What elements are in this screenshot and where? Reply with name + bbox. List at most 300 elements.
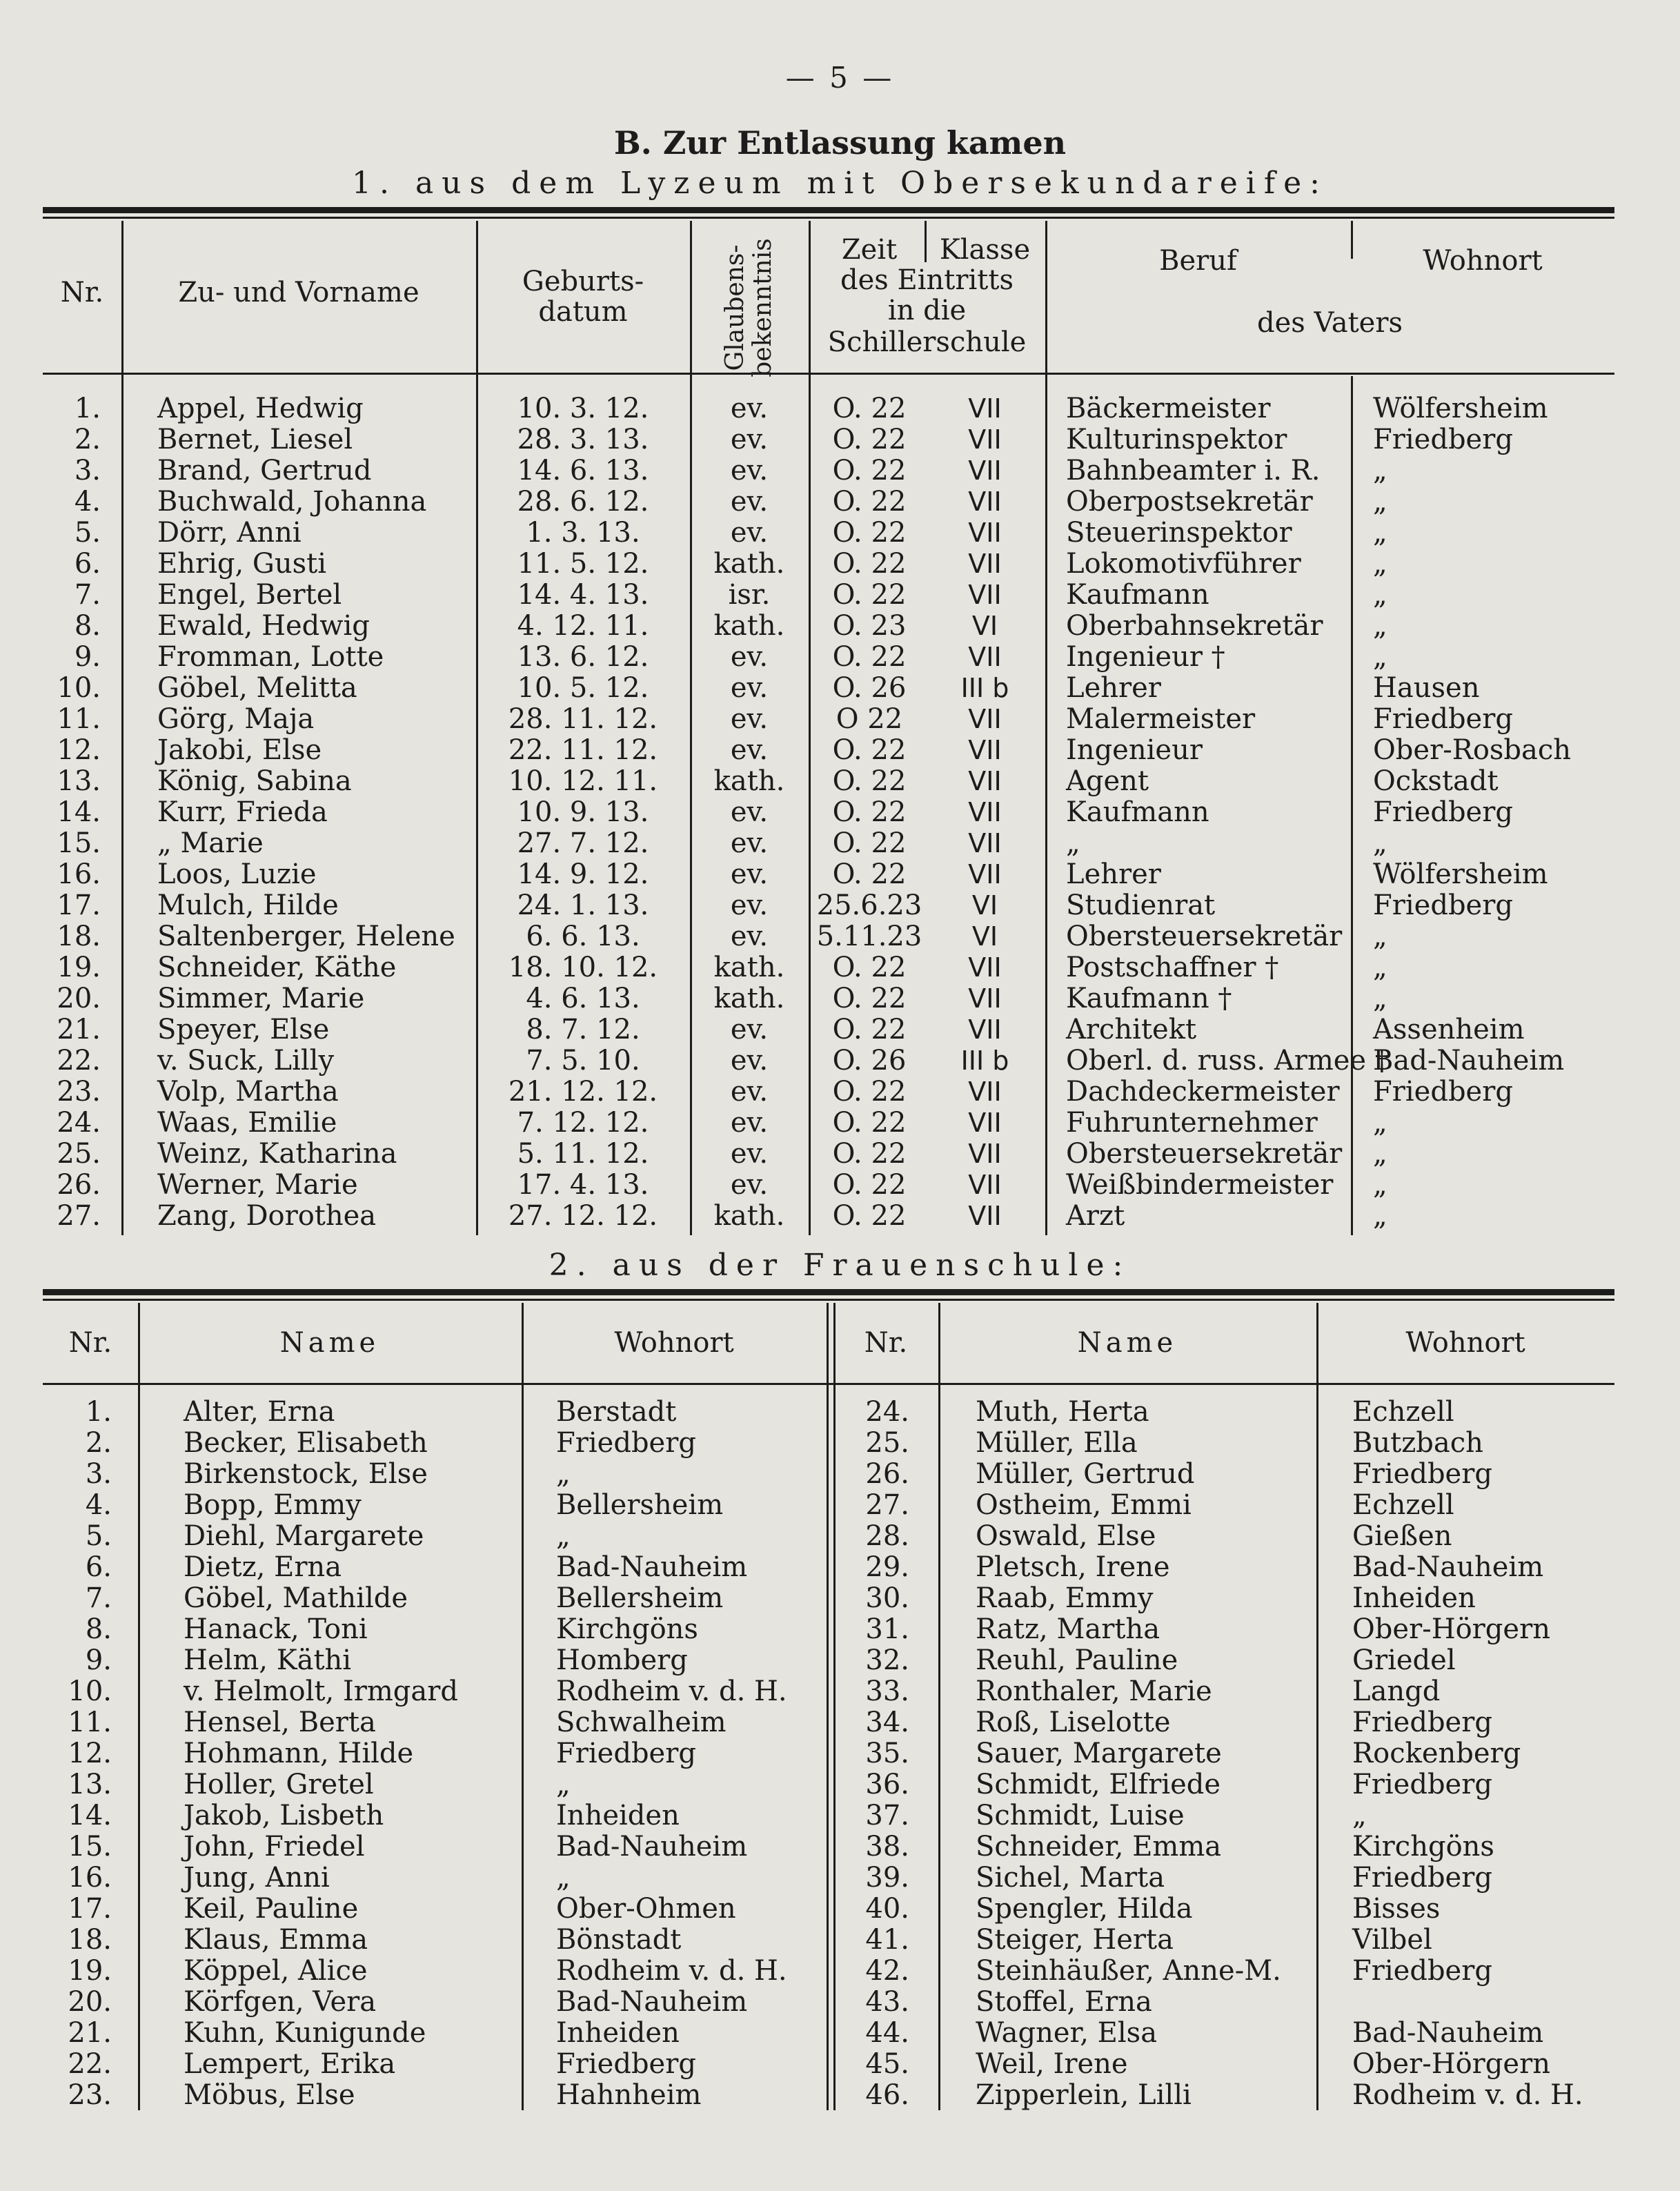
cell-name: Stoffel, Erna <box>976 1986 1152 2018</box>
cell-nr: 13. <box>68 1769 112 1800</box>
cell-wohnort: „ <box>1373 517 1387 549</box>
t2-header-nr-right: Nr. <box>864 1327 908 1359</box>
cell-nr: 4. <box>74 486 101 518</box>
table2-row <box>0 1863 1680 1894</box>
cell-nr: 27. <box>57 1200 101 1232</box>
cell-birth: 14. 6. 13. <box>517 455 649 487</box>
cell-entry-klasse: VII <box>968 859 1002 890</box>
cell-name: Werner, Marie <box>157 1169 358 1201</box>
cell-beruf: Arzt <box>1066 1200 1125 1232</box>
cell-entry-zeit: O. 22 <box>832 765 907 797</box>
table1-row <box>0 487 1680 518</box>
cell-wohnort: Rockenberg <box>1352 1738 1521 1769</box>
cell-wohnort: Inheiden <box>556 2017 680 2049</box>
cell-wohnort: Kirchgöns <box>1352 1831 1494 1863</box>
cell-confession: ev. <box>730 424 769 455</box>
cell-wohnort: „ <box>1373 641 1387 673</box>
cell-nr: 7. <box>74 579 101 611</box>
cell-wohnort: Wölfersheim <box>1373 858 1548 890</box>
cell-nr: 21. <box>68 2017 112 2049</box>
cell-name: Jakobi, Else <box>157 734 322 766</box>
cell-entry-zeit: O. 23 <box>832 610 907 642</box>
cell-confession: isr. <box>728 579 771 611</box>
cell-nr: 31. <box>865 1613 909 1645</box>
cell-nr: 38. <box>865 1831 909 1863</box>
cell-entry-klasse: VII <box>968 642 1002 672</box>
cell-wohnort: Bad-Nauheim <box>556 1831 748 1863</box>
cell-name: Helm, Käthi <box>184 1644 352 1676</box>
cell-nr: 14. <box>57 796 101 828</box>
cell-wohnort: Friedberg <box>1373 703 1513 735</box>
cell-wohnort: Friedberg <box>1373 424 1513 455</box>
cell-wohnort: „ <box>1373 983 1387 1014</box>
cell-nr: 14. <box>68 1800 112 1831</box>
section-title: B. Zur Entlassung kamen <box>613 124 1067 161</box>
cell-confession: ev. <box>730 827 769 859</box>
cell-confession: ev. <box>730 796 769 828</box>
cell-name: Fromman, Lotte <box>157 641 384 673</box>
table2-row <box>0 1614 1680 1645</box>
cell-confession: ev. <box>730 517 769 549</box>
cell-beruf: Bäckermeister <box>1066 393 1271 424</box>
cell-name: Möbus, Else <box>184 2079 355 2111</box>
cell-entry-klasse: VII <box>968 704 1002 734</box>
table1-row <box>0 1201 1680 1232</box>
cell-wohnort: „ <box>1373 455 1387 487</box>
cell-entry-klasse: VII <box>968 1170 1002 1200</box>
cell-wohnort: Langd <box>1352 1676 1441 1707</box>
cell-wohnort: Bad-Nauheim <box>556 1986 748 2018</box>
cell-nr: 12. <box>57 734 101 766</box>
table1-row <box>0 1014 1680 1045</box>
cell-entry-zeit: O. 22 <box>832 1014 907 1045</box>
cell-entry-klasse: VI <box>971 921 998 952</box>
cell-wohnort: Kirchgöns <box>556 1613 698 1645</box>
cell-confession: ev. <box>730 703 769 735</box>
cell-nr: 19. <box>57 952 101 983</box>
cell-wohnort: Bellersheim <box>556 1489 724 1521</box>
cell-wohnort: Homberg <box>556 1644 688 1676</box>
t2-header-wohnort-right: Wohnort <box>1405 1327 1525 1359</box>
cell-entry-zeit: O. 22 <box>832 548 907 580</box>
cell-wohnort: Echzell <box>1352 1489 1454 1521</box>
cell-name: Muth, Herta <box>976 1396 1149 1428</box>
cell-beruf: Oberbahnsekretär <box>1066 610 1323 642</box>
cell-nr: 17. <box>68 1893 112 1925</box>
cell-name: Hensel, Berta <box>184 1707 376 1738</box>
cell-wohnort: „ <box>1373 579 1387 611</box>
cell-wohnort: Rodheim v. d. H. <box>556 1676 787 1707</box>
cell-confession: kath. <box>713 1200 785 1232</box>
table2-row <box>0 2080 1680 2111</box>
cell-wohnort: „ <box>1373 1138 1387 1170</box>
cell-confession: kath. <box>713 548 785 580</box>
table1-row <box>0 735 1680 766</box>
cell-name: Kuhn, Kunigunde <box>184 2017 426 2049</box>
table1-divider <box>925 221 927 262</box>
cell-confession: ev. <box>730 1138 769 1170</box>
cell-wohnort: Friedberg <box>1373 890 1513 921</box>
cell-wohnort: „ <box>1352 1800 1367 1831</box>
cell-nr: 1. <box>85 1396 112 1428</box>
cell-entry-zeit: O. 22 <box>832 827 907 859</box>
cell-confession: ev. <box>730 858 769 890</box>
cell-confession: ev. <box>730 1014 769 1045</box>
cell-name: „ Marie <box>157 827 264 859</box>
cell-name: Reuhl, Pauline <box>976 1644 1178 1676</box>
cell-nr: 42. <box>865 1955 909 1987</box>
cell-entry-zeit: O. 22 <box>832 641 907 673</box>
cell-nr: 10. <box>57 672 101 704</box>
cell-entry-zeit: 5.11.23 <box>816 921 922 952</box>
cell-wohnort: „ <box>1373 1107 1387 1139</box>
table2-row <box>0 1552 1680 1583</box>
cell-beruf: Bahnbeamter i. R. <box>1066 455 1321 487</box>
cell-confession: kath. <box>713 983 785 1014</box>
cell-nr: 34. <box>865 1707 909 1738</box>
cell-beruf: Lehrer <box>1066 858 1161 890</box>
table2-top-rule <box>43 1289 1614 1295</box>
cell-nr: 10. <box>68 1676 112 1707</box>
table2-row <box>0 1738 1680 1769</box>
cell-nr: 25. <box>865 1427 909 1459</box>
cell-name: Schmidt, Elfriede <box>976 1769 1221 1800</box>
cell-birth: 17. 4. 13. <box>517 1169 649 1201</box>
cell-confession: ev. <box>730 1045 769 1077</box>
cell-wohnort: Bad-Nauheim <box>1352 2017 1544 2049</box>
cell-wohnort: Bad-Nauheim <box>1352 1551 1544 1583</box>
table1-row <box>0 1170 1680 1201</box>
table2-row <box>0 1428 1680 1459</box>
cell-beruf: Weißbindermeister <box>1066 1169 1334 1201</box>
table1-row <box>0 424 1680 455</box>
cell-birth: 27. 7. 12. <box>517 827 649 859</box>
cell-nr: 7. <box>85 1582 112 1614</box>
table2-row <box>0 1521 1680 1552</box>
cell-entry-klasse: III b <box>960 673 1009 703</box>
cell-confession: ev. <box>730 672 769 704</box>
cell-birth: 4. 6. 13. <box>526 983 640 1014</box>
cell-wohnort: „ <box>1373 921 1387 952</box>
cell-name: Ostheim, Emmi <box>976 1489 1192 1521</box>
cell-beruf: „ <box>1066 827 1080 859</box>
cell-wohnort: „ <box>1373 1169 1387 1201</box>
header-des-vaters: des Vaters <box>1257 307 1403 339</box>
cell-entry-klasse: VII <box>968 580 1002 610</box>
cell-name: Roß, Liselotte <box>976 1707 1171 1738</box>
cell-nr: 20. <box>68 1986 112 2018</box>
cell-birth: 14. 9. 12. <box>517 858 649 890</box>
cell-nr: 11. <box>57 703 101 735</box>
cell-name: Ratz, Martha <box>976 1613 1160 1645</box>
header-entry-klasse: Klasse <box>939 234 1031 266</box>
cell-nr: 39. <box>865 1862 909 1894</box>
cell-name: Waas, Emilie <box>157 1107 337 1139</box>
cell-beruf: Studienrat <box>1066 890 1216 921</box>
cell-name: Schneider, Käthe <box>157 952 397 983</box>
cell-entry-zeit: O. 22 <box>832 424 907 455</box>
cell-birth: 22. 11. 12. <box>508 734 658 766</box>
cell-entry-klasse: VII <box>968 1077 1002 1107</box>
cell-wohnort: Friedberg <box>1352 1769 1492 1800</box>
cell-name: Oswald, Else <box>976 1520 1156 1552</box>
cell-birth: 1. 3. 13. <box>526 517 640 549</box>
cell-entry-zeit: O 22 <box>836 703 903 735</box>
cell-nr: 33. <box>865 1676 909 1707</box>
cell-nr: 18. <box>68 1924 112 1956</box>
table1-row <box>0 890 1680 921</box>
cell-wohnort: Wölfersheim <box>1373 393 1548 424</box>
cell-name: Keil, Pauline <box>184 1893 359 1925</box>
cell-name: Kurr, Frieda <box>157 796 328 828</box>
cell-name: Lempert, Erika <box>184 2048 396 2080</box>
table2-row <box>0 1397 1680 1428</box>
header-birth-2: datum <box>538 296 628 328</box>
cell-wohnort: Bönstadt <box>556 1924 682 1956</box>
cell-birth: 24. 1. 13. <box>517 890 649 921</box>
cell-entry-zeit: O. 22 <box>832 1138 907 1170</box>
cell-name: Köppel, Alice <box>184 1955 368 1987</box>
cell-beruf: Kaufmann <box>1066 579 1209 611</box>
cell-birth: 28. 3. 13. <box>517 424 649 455</box>
table1-row <box>0 393 1680 424</box>
cell-entry-zeit: O. 22 <box>832 455 907 487</box>
cell-birth: 21. 12. 12. <box>508 1076 658 1108</box>
table2-row <box>0 1800 1680 1831</box>
cell-entry-klasse: VII <box>968 828 1002 858</box>
cell-confession: ev. <box>730 1107 769 1139</box>
cell-name: Birkenstock, Else <box>184 1458 428 1490</box>
cell-nr: 12. <box>68 1738 112 1769</box>
cell-nr: 9. <box>85 1644 112 1676</box>
cell-entry-klasse: VII <box>968 952 1002 983</box>
cell-confession: kath. <box>713 765 785 797</box>
cell-name: Zang, Dorothea <box>157 1200 377 1232</box>
cell-nr: 24. <box>865 1396 909 1428</box>
cell-entry-klasse: VI <box>971 611 998 641</box>
cell-entry-klasse: VII <box>968 766 1002 796</box>
cell-nr: 16. <box>57 858 101 890</box>
cell-wohnort: Bad-Nauheim <box>556 1551 748 1583</box>
cell-name: Volp, Martha <box>157 1076 339 1108</box>
cell-entry-klasse: VII <box>968 1139 1002 1169</box>
cell-beruf: Kaufmann <box>1066 796 1209 828</box>
cell-wohnort: „ <box>556 1862 571 1894</box>
cell-beruf: Obersteuersekretär <box>1066 1138 1343 1170</box>
cell-name: Steiger, Herta <box>976 1924 1174 1956</box>
table2-row <box>0 2049 1680 2080</box>
cell-name: Müller, Gertrud <box>976 1458 1195 1490</box>
cell-name: Buchwald, Johanna <box>157 486 427 518</box>
cell-nr: 37. <box>865 1800 909 1831</box>
cell-wohnort: Ober-Rosbach <box>1373 734 1572 766</box>
cell-birth: 10. 5. 12. <box>517 672 649 704</box>
cell-name: Klaus, Emma <box>184 1924 368 1956</box>
cell-wohnort: Rodheim v. d. H. <box>1352 2079 1583 2111</box>
cell-nr: 3. <box>85 1458 112 1490</box>
cell-wohnort: Bisses <box>1352 1893 1441 1925</box>
table2-top-rule-thin <box>43 1299 1614 1301</box>
cell-confession: ev. <box>730 641 769 673</box>
cell-beruf: Dachdeckermeister <box>1066 1076 1340 1108</box>
table2-row <box>0 1987 1680 2018</box>
cell-nr: 15. <box>57 827 101 859</box>
cell-birth: 14. 4. 13. <box>517 579 649 611</box>
table1-row <box>0 518 1680 549</box>
cell-nr: 19. <box>68 1955 112 1987</box>
cell-wohnort: Butzbach <box>1352 1427 1483 1459</box>
header-entry-4: Schillerschule <box>827 326 1027 358</box>
cell-name: Saltenberger, Helene <box>157 921 455 952</box>
cell-entry-klasse: VII <box>968 455 1002 486</box>
t2-header-wohnort-left: Wohnort <box>614 1327 734 1359</box>
cell-nr: 23. <box>57 1076 101 1108</box>
cell-beruf: Oberpostsekretär <box>1066 486 1313 518</box>
cell-nr: 29. <box>865 1551 909 1583</box>
cell-birth: 10. 9. 13. <box>517 796 649 828</box>
t2-header-nr-left: Nr. <box>68 1327 112 1359</box>
t2-header-name-right: Name <box>1077 1327 1178 1359</box>
cell-birth: 7. 12. 12. <box>517 1107 649 1139</box>
cell-name: Alter, Erna <box>184 1396 335 1428</box>
cell-nr: 11. <box>68 1707 112 1738</box>
table1-row <box>0 704 1680 735</box>
cell-nr: 35. <box>865 1738 909 1769</box>
cell-name: Bopp, Emmy <box>184 1489 362 1521</box>
cell-nr: 46. <box>865 2079 909 2111</box>
cell-nr: 15. <box>68 1831 112 1863</box>
table1-row <box>0 642 1680 673</box>
cell-entry-klasse: VII <box>968 549 1002 579</box>
cell-wohnort: „ <box>556 1769 571 1800</box>
cell-wohnort: Gießen <box>1352 1520 1452 1552</box>
table1-row <box>0 1108 1680 1139</box>
cell-beruf: Steuerinspektor <box>1066 517 1292 549</box>
cell-name: Loos, Luzie <box>157 858 317 890</box>
cell-name: Sauer, Margarete <box>976 1738 1222 1769</box>
cell-nr: 17. <box>57 890 101 921</box>
cell-entry-klasse: VII <box>968 797 1002 827</box>
cell-confession: kath. <box>713 610 785 642</box>
cell-beruf: Lokomotivführer <box>1066 548 1301 580</box>
header-entry-zeit: Zeit <box>841 234 898 266</box>
cell-beruf: Lehrer <box>1066 672 1161 704</box>
table2-row <box>0 1894 1680 1925</box>
cell-entry-zeit: O. 22 <box>832 983 907 1014</box>
cell-name: König, Sabina <box>157 765 352 797</box>
header-entry-3: in die <box>887 295 967 326</box>
header-beruf: Beruf <box>1159 245 1237 277</box>
cell-entry-zeit: O. 22 <box>832 1169 907 1201</box>
cell-entry-zeit: O. 22 <box>832 579 907 611</box>
cell-name: Pletsch, Irene <box>976 1551 1170 1583</box>
cell-entry-klasse: VII <box>968 1108 1002 1138</box>
cell-entry-zeit: 25.6.23 <box>816 890 922 921</box>
cell-entry-zeit: O. 22 <box>832 517 907 549</box>
cell-beruf: Kaufmann † <box>1066 983 1232 1014</box>
cell-name: Zipperlein, Lilli <box>976 2079 1192 2111</box>
cell-confession: ev. <box>730 455 769 487</box>
cell-nr: 30. <box>865 1582 909 1614</box>
cell-nr: 5. <box>74 517 101 549</box>
cell-entry-klasse: III b <box>960 1045 1009 1076</box>
cell-confession: ev. <box>730 1169 769 1201</box>
cell-wohnort: „ <box>556 1520 571 1552</box>
cell-wohnort: Ober-Ohmen <box>556 1893 736 1925</box>
cell-nr: 4. <box>85 1489 112 1521</box>
cell-nr: 24. <box>57 1107 101 1139</box>
cell-birth: 10. 3. 12. <box>517 393 649 424</box>
cell-name: John, Friedel <box>184 1831 365 1863</box>
cell-birth: 6. 6. 13. <box>526 921 640 952</box>
cell-name: Ronthaler, Marie <box>976 1676 1212 1707</box>
cell-entry-klasse: VI <box>971 890 998 921</box>
cell-wohnort: Hahnheim <box>556 2079 702 2111</box>
cell-wohnort: Inheiden <box>556 1800 680 1831</box>
cell-wohnort: „ <box>1373 486 1387 518</box>
cell-beruf: Oberl. d. russ. Armee † <box>1066 1045 1389 1077</box>
table1-row <box>0 828 1680 859</box>
cell-birth: 7. 5. 10. <box>526 1045 640 1077</box>
table1-row <box>0 673 1680 704</box>
cell-wohnort: Griedel <box>1352 1644 1456 1676</box>
cell-nr: 6. <box>85 1551 112 1583</box>
cell-beruf: Obersteuersekretär <box>1066 921 1343 952</box>
cell-wohnort: Ockstadt <box>1373 765 1499 797</box>
cell-entry-klasse: VII <box>968 1201 1002 1231</box>
header-confession: Glaubens-bekenntnis <box>721 238 777 377</box>
cell-entry-zeit: O. 22 <box>832 796 907 828</box>
cell-nr: 27. <box>865 1489 909 1521</box>
cell-confession: ev. <box>730 921 769 952</box>
cell-birth: 4. 12. 11. <box>517 610 649 642</box>
cell-wohnort: „ <box>1373 1200 1387 1232</box>
table2-row <box>0 1831 1680 1863</box>
cell-entry-klasse: VII <box>968 487 1002 517</box>
cell-wohnort: „ <box>1373 548 1387 580</box>
table2-row <box>0 1925 1680 1956</box>
cell-confession: kath. <box>713 952 785 983</box>
cell-wohnort: Ober-Hörgern <box>1352 2048 1550 2080</box>
table2-header-rule <box>43 1383 1614 1385</box>
cell-wohnort: Hausen <box>1373 672 1480 704</box>
cell-nr: 22. <box>68 2048 112 2080</box>
cell-entry-klasse: VII <box>968 983 1002 1014</box>
cell-wohnort: Friedberg <box>1352 1955 1492 1987</box>
cell-name: Holler, Gretel <box>184 1769 374 1800</box>
cell-nr: 26. <box>57 1169 101 1201</box>
cell-wohnort: Rodheim v. d. H. <box>556 1955 787 1987</box>
cell-nr: 9. <box>74 641 101 673</box>
table2-row <box>0 1583 1680 1614</box>
cell-name: Jung, Anni <box>184 1862 330 1894</box>
cell-nr: 18. <box>57 921 101 952</box>
cell-birth: 5. 11. 12. <box>517 1138 649 1170</box>
cell-name: Ewald, Hedwig <box>157 610 370 642</box>
header-entry-2: des Eintritts <box>840 264 1014 296</box>
cell-name: Simmer, Marie <box>157 983 365 1014</box>
cell-name: Becker, Elisabeth <box>184 1427 428 1459</box>
table1-row <box>0 921 1680 952</box>
cell-name: Brand, Gertrud <box>157 455 372 487</box>
cell-entry-zeit: O. 22 <box>832 486 907 518</box>
table2-row <box>0 1956 1680 1987</box>
cell-name: Wagner, Elsa <box>976 2017 1158 2049</box>
cell-name: Engel, Bertel <box>157 579 342 611</box>
cell-nr: 5. <box>85 1520 112 1552</box>
cell-nr: 41. <box>865 1924 909 1956</box>
cell-birth: 8. 7. 12. <box>526 1014 640 1045</box>
